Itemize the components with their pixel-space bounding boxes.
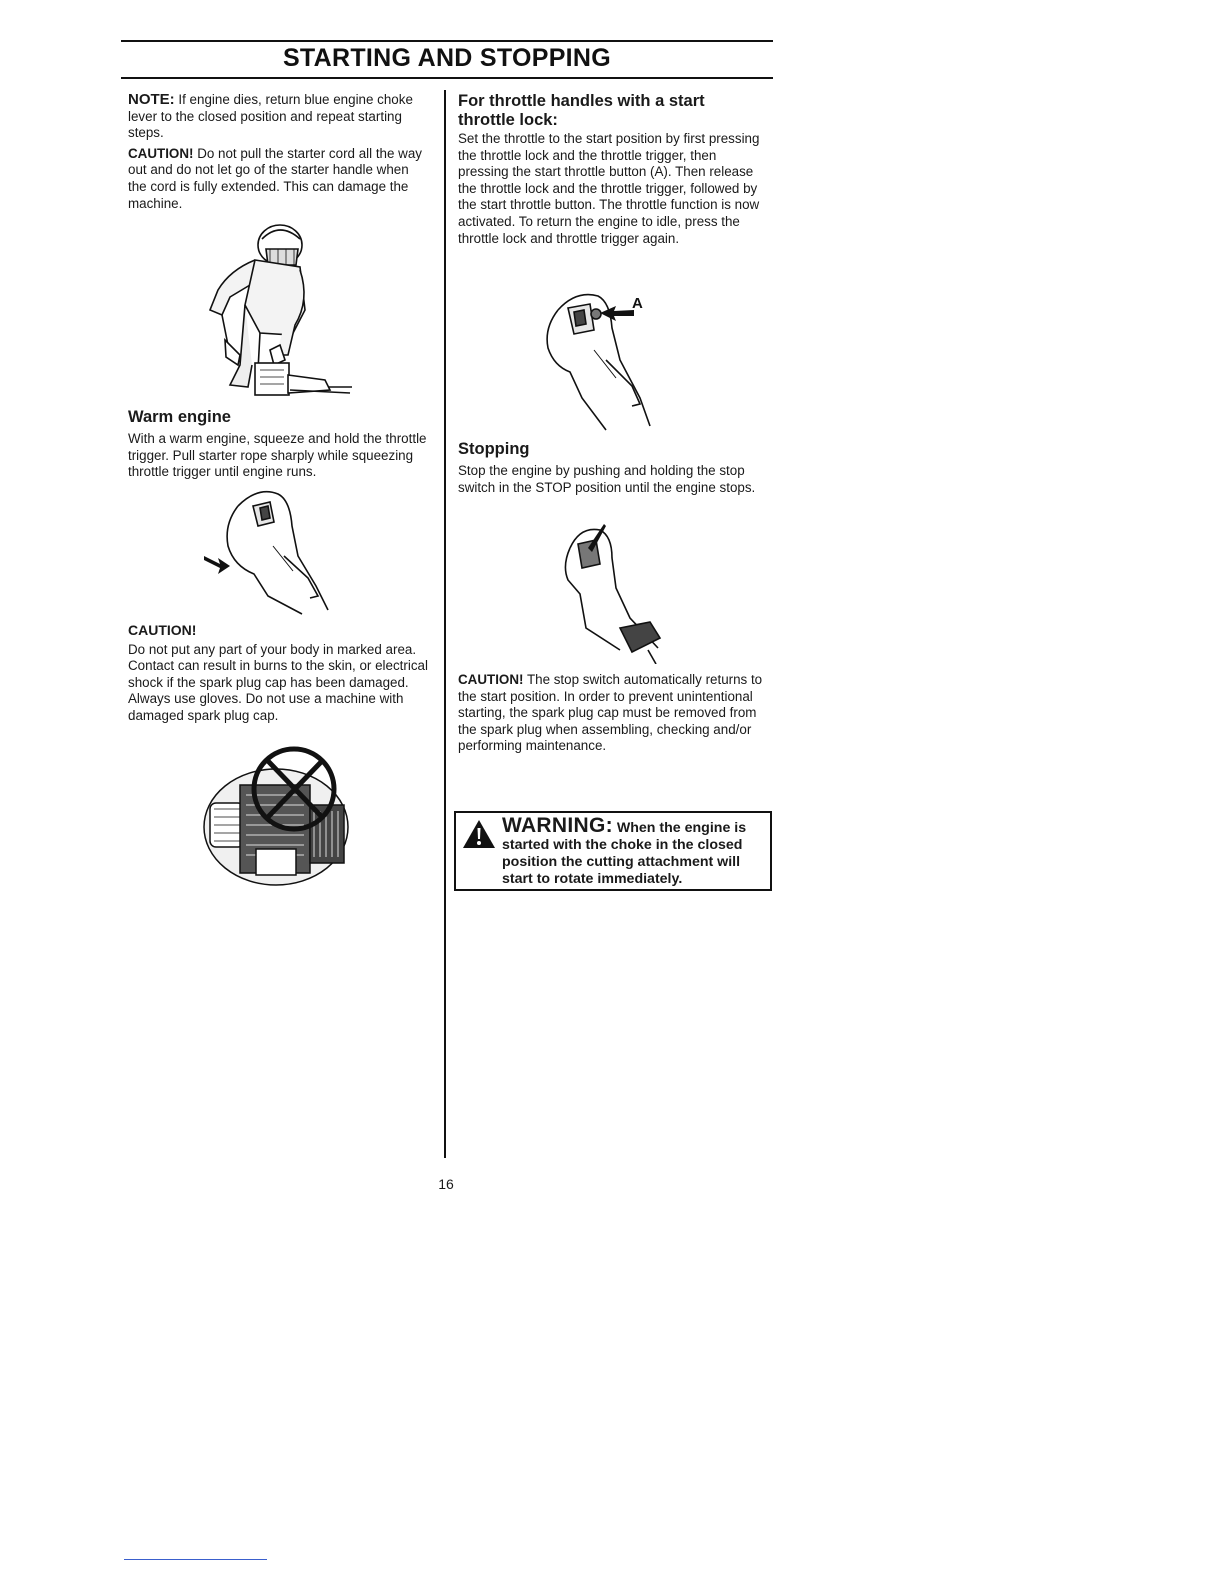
note-label: NOTE: — [128, 91, 175, 108]
right-column-caution — [458, 672, 763, 759]
caution-text-2: Do not put any part of your body in marked area. Contact can result in burns to the skin, or electrical shock if the spark plug cap has been damaged. Always use gloves. Do not use a machine with damaged spark plug cap. — [128, 641, 428, 723]
warning-label: WARNING: — [502, 814, 613, 837]
start-throttle-illustration — [536, 286, 662, 432]
throttle-lock-text: Set the throttle to the start position by first pressing the throttle lock and the throttle trigger, then pressing the start throttle button (A). Then release the throttle lock and the throttle trigger, followed by the start throttle button. The throttle function is now activated. To return the engine to idle, press the throttle lock and throttle trigger again. — [458, 131, 760, 246]
caution-label-3: CAUTION! — [458, 672, 524, 687]
left-column-caution — [128, 622, 428, 729]
warm-engine-text: With a warm engine, squeeze and hold the throttle trigger. Pull starter rope sharply while squeezing throttle trigger until engine runs. — [128, 431, 427, 480]
page-number: 16 — [438, 1176, 454, 1192]
note-text: If engine dies, return blue engine choke lever to the closed position and repeat starting steps. — [128, 92, 413, 141]
caution-text-1: Do not pull the starter cord all the way out and do not let go of the starter handle when the cord is fully extended. This can damage the machine. — [128, 145, 422, 211]
stopping-heading: Stopping — [458, 440, 530, 458]
right-column-stopping — [458, 440, 763, 500]
warm-engine-heading: Warm engine — [128, 408, 231, 426]
caution-paragraph-1 — [128, 146, 428, 212]
engine-crossed-illustration — [196, 745, 362, 891]
column-divider — [444, 90, 446, 1158]
page-title: STARTING AND STOPPING — [282, 44, 612, 72]
stop-switch-illustration — [560, 518, 672, 664]
caution-text-3: The stop switch automatically returns to the start position. In order to prevent unintentional starting, the spark plug cap must be removed from the spark plug when assembling, checking and/or performing maintenance. — [458, 672, 763, 754]
throttle-lock-heading: For throttle handles with a start throttle lock: — [458, 92, 705, 129]
right-column-top — [458, 92, 763, 251]
warning-text-block — [502, 814, 768, 888]
caution-heading-2: CAUTION! — [128, 622, 197, 638]
left-column-warm — [128, 408, 428, 485]
warning-box — [454, 811, 772, 891]
footer-rule — [124, 1559, 267, 1560]
caution-paragraph-3 — [458, 672, 763, 755]
caution-label-1: CAUTION! — [128, 145, 194, 161]
throttle-handle-illustration — [198, 486, 338, 616]
header-bottom-rule — [121, 77, 773, 79]
operator-starting-illustration — [200, 215, 355, 400]
stopping-text: Stop the engine by pushing and holding the stop switch in the STOP position until the engine stops. — [458, 463, 756, 495]
warning-triangle-icon — [462, 819, 496, 849]
left-column-top — [128, 92, 428, 216]
warning-text: When the engine is started with the choke in the closed position the cutting attachment will start to rotate immediately. — [502, 820, 747, 887]
pull-arrow-icon — [204, 556, 230, 574]
note-paragraph — [128, 92, 428, 142]
header-top-rule — [121, 40, 773, 42]
figure-label-a: A — [632, 295, 643, 312]
